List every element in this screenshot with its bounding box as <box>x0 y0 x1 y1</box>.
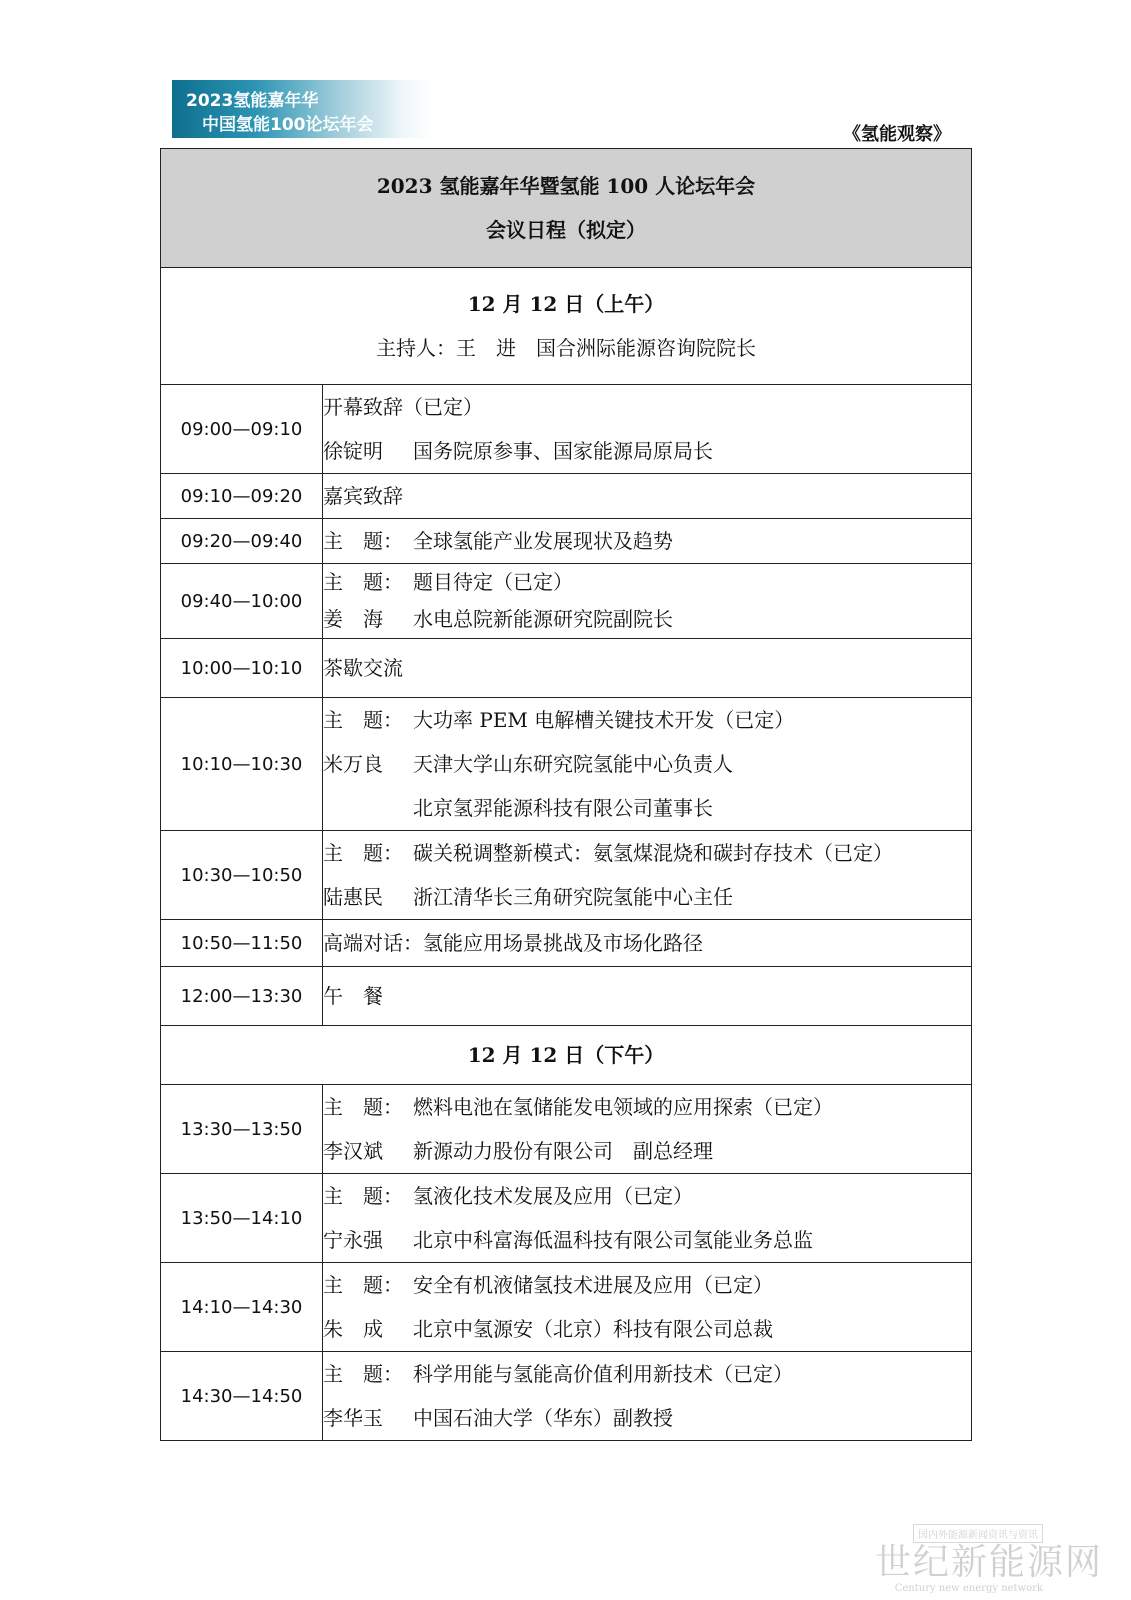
content-line <box>323 974 971 1018</box>
agenda-row <box>161 698 972 831</box>
watermark-name: 世纪新能源网 <box>874 1542 1103 1583</box>
agenda-title-cell <box>161 149 972 268</box>
agenda-row <box>161 1174 972 1263</box>
site-watermark <box>875 1523 1103 1594</box>
speaker-label: 姜 海 <box>323 607 383 631</box>
agenda-row <box>161 1352 972 1441</box>
content-line <box>323 698 971 742</box>
time-slot: 14:30—14:50 <box>161 1352 323 1441</box>
content-text: 氢液化技术发展及应用（已定） <box>413 1184 693 1208</box>
speaker-label: 李汉斌 <box>323 1139 383 1163</box>
session-content <box>323 967 972 1026</box>
content-text: 天津大学山东研究院氢能中心负责人 <box>413 752 733 776</box>
content-text: 中国石油大学（华东）副教授 <box>413 1406 673 1430</box>
session-content <box>323 1085 972 1174</box>
agenda-row <box>161 920 972 967</box>
session-content <box>323 639 972 698</box>
speaker-label: 徐锭明 <box>323 439 383 463</box>
time-slot: 10:50—11:50 <box>161 920 323 967</box>
content-line <box>323 875 971 919</box>
session-content <box>323 1174 972 1263</box>
session-content <box>323 831 972 920</box>
content-text: 安全有机液储氢技术进展及应用（已定） <box>413 1273 773 1297</box>
content-line <box>323 1174 971 1218</box>
morning-session-cell <box>161 268 972 385</box>
agenda-title-row <box>161 149 972 268</box>
time-slot: 09:10—09:20 <box>161 474 323 519</box>
speaker-label: 主 题： <box>323 1184 403 1208</box>
agenda-title: 2023 氢能嘉年华暨氢能 100 人论坛年会 <box>376 174 756 198</box>
agenda-row <box>161 519 972 564</box>
logo-line-1: 2023氢能嘉年华 <box>186 91 319 111</box>
speaker-label: 李华玉 <box>323 1406 383 1430</box>
session-content <box>323 385 972 474</box>
session-content <box>323 698 972 831</box>
speaker-label: 主 题： <box>323 529 403 553</box>
session-content <box>323 920 972 967</box>
content-text: 大功率 PEM 电解槽关键技术开发（已定） <box>413 708 795 732</box>
content-text: 嘉宾致辞 <box>323 484 403 508</box>
content-line <box>323 646 971 690</box>
content-line <box>323 1085 971 1129</box>
session-content <box>323 519 972 564</box>
session-content <box>323 474 972 519</box>
speaker-label: 米万良 <box>323 752 383 776</box>
speaker-label: 主 题： <box>323 1273 403 1297</box>
content-text: 开幕致辞（已定） <box>323 395 483 419</box>
speaker-label: 宁永强 <box>323 1228 383 1252</box>
agenda-table <box>160 148 972 1441</box>
speaker-label: 主 题： <box>323 708 403 732</box>
content-line <box>323 831 971 875</box>
time-slot: 09:00—09:10 <box>161 385 323 474</box>
speaker-label: 主 题： <box>323 1095 403 1119</box>
speaker-label: 陆惠民 <box>323 885 383 909</box>
content-line <box>323 1218 971 1262</box>
agenda-body <box>161 149 972 1441</box>
agenda-row <box>161 967 972 1026</box>
content-line <box>323 1129 971 1173</box>
content-line <box>323 1307 971 1351</box>
time-slot: 13:30—13:50 <box>161 1085 323 1174</box>
content-line <box>323 1263 971 1307</box>
watermark-english: Century new energy network <box>894 1583 1043 1594</box>
time-slot: 13:50—14:10 <box>161 1174 323 1263</box>
content-text: 北京氢羿能源科技有限公司董事长 <box>413 796 713 820</box>
content-text: 午 餐 <box>323 984 383 1008</box>
content-line <box>323 786 971 830</box>
session-content <box>323 1352 972 1441</box>
content-line <box>323 385 971 429</box>
content-text: 国务院原参事、国家能源局原局长 <box>413 439 713 463</box>
content-text: 燃料电池在氢储能发电领域的应用探索（已定） <box>413 1095 833 1119</box>
morning-session-row <box>161 268 972 385</box>
content-line <box>323 429 971 473</box>
agenda-row <box>161 474 972 519</box>
afternoon-session-heading: 12 月 12 日（下午） <box>467 1043 665 1067</box>
content-text: 水电总院新能源研究院副院长 <box>413 607 673 631</box>
content-text: 高端对话：氢能应用场景挑战及市场化路径 <box>323 931 703 955</box>
content-line <box>323 474 971 518</box>
content-text: 科学用能与氢能高价值利用新技术（已定） <box>413 1362 793 1386</box>
morning-session-heading: 12 月 12 日（上午） <box>467 292 665 316</box>
source-tag: 《氢能观察》 <box>843 124 951 145</box>
content-text: 全球氢能产业发展现状及趋势 <box>413 529 673 553</box>
speaker-label: 主 题： <box>323 570 403 594</box>
content-line <box>323 1396 971 1440</box>
content-text: 题目待定（已定） <box>413 570 573 594</box>
time-slot: 12:00—13:30 <box>161 967 323 1026</box>
afternoon-session-cell <box>161 1026 972 1085</box>
time-slot: 10:10—10:30 <box>161 698 323 831</box>
content-text: 北京中氢源安（北京）科技有限公司总裁 <box>413 1317 773 1341</box>
time-slot: 10:00—10:10 <box>161 639 323 698</box>
content-line <box>323 601 971 638</box>
agenda-row <box>161 564 972 639</box>
content-line <box>323 742 971 786</box>
content-line <box>323 519 971 563</box>
time-slot: 09:40—10:00 <box>161 564 323 639</box>
speaker-label: 朱 成 <box>323 1317 383 1341</box>
agenda-row <box>161 639 972 698</box>
agenda-row <box>161 1085 972 1174</box>
logo-line-2: 中国氢能100论坛年会 <box>202 115 374 135</box>
time-slot: 14:10—14:30 <box>161 1263 323 1352</box>
time-slot: 10:30—10:50 <box>161 831 323 920</box>
content-line <box>323 564 971 601</box>
watermark-tagline: 国内外能源新闻资讯与资讯 <box>913 1524 1043 1543</box>
content-text: 北京中科富海低温科技有限公司氢能业务总监 <box>413 1228 813 1252</box>
content-text: 碳关税调整新模式：氨氢煤混烧和碳封存技术（已定） <box>413 841 893 865</box>
content-line <box>323 921 971 965</box>
speaker-label: 主 题： <box>323 1362 403 1386</box>
agenda-row <box>161 1263 972 1352</box>
content-line <box>323 1352 971 1396</box>
agenda-subtitle: 会议日程（拟定） <box>486 218 646 242</box>
content-text: 浙江清华长三角研究院氢能中心主任 <box>413 885 733 909</box>
session-content <box>323 1263 972 1352</box>
afternoon-session-row <box>161 1026 972 1085</box>
content-text: 茶歇交流 <box>323 656 403 680</box>
agenda-row <box>161 831 972 920</box>
morning-host: 主持人：王 进 国合洲际能源咨询院院长 <box>376 336 756 360</box>
agenda-row <box>161 385 972 474</box>
forum-logo-banner <box>172 80 434 138</box>
content-text: 新源动力股份有限公司 副总经理 <box>413 1139 713 1163</box>
time-slot: 09:20—09:40 <box>161 519 323 564</box>
speaker-label: 主 题： <box>323 841 403 865</box>
session-content <box>323 564 972 639</box>
